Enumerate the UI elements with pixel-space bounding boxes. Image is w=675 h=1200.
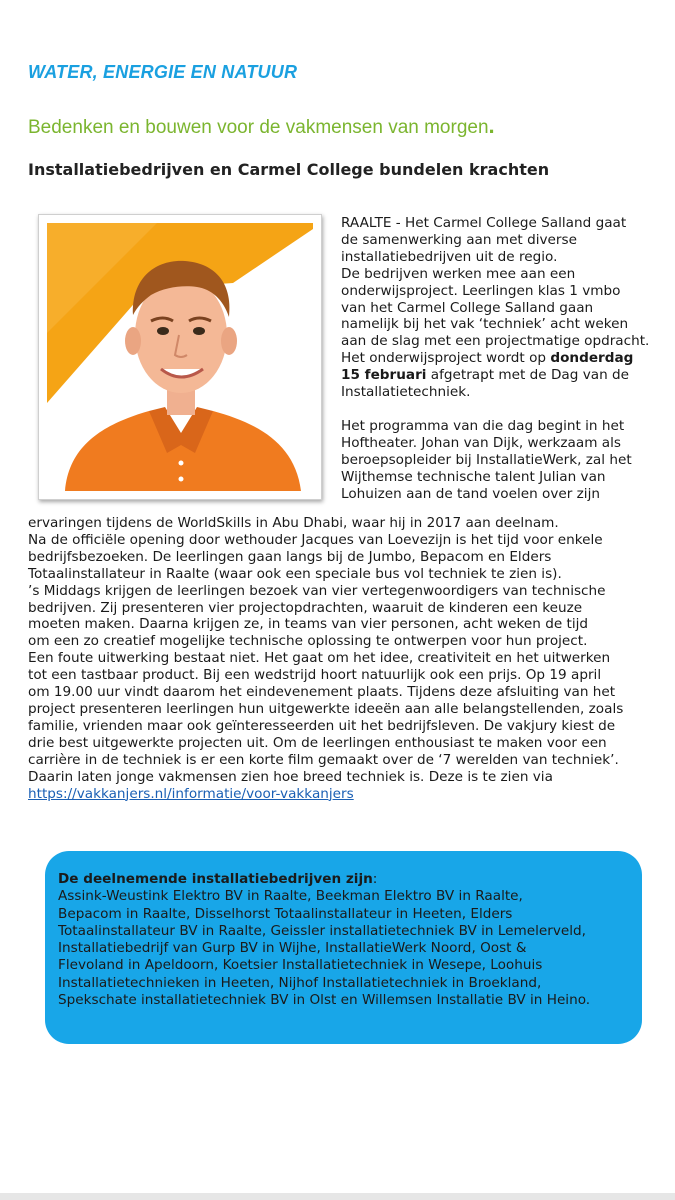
bottom-scroll-bar (0, 1193, 675, 1200)
company-list-line: Installatiebedrijf van Gurp BV in Wijhe, InstallatieWerk Noord, Oost & (58, 940, 527, 957)
text-line: Daarin laten jonge vakmensen zien hoe breed techniek is. Deze is te zien via (28, 768, 553, 785)
text-line: onderwijsproject. Leerlingen klas 1 vmbo (341, 282, 621, 299)
text-line: De bedrijven werken mee aan een (341, 265, 576, 282)
text-line: Lohuizen aan de tand voelen over zijn (341, 485, 600, 502)
vakkanjers-link[interactable]: https://vakkanjers.nl/informatie/voor-vakkanjers (28, 785, 354, 802)
text-line: van het Carmel College Salland gaan (341, 299, 594, 316)
text-line: Hoftheater. Johan van Dijk, werkzaam als (341, 434, 621, 451)
text-line: bedrijfsbezoeken. De leerlingen gaan langs bij de Jumbo, Bepacom en Elders (28, 548, 552, 565)
company-list-line: Assink-Weustink Elektro BV in Raalte, Beekman Elektro BV in Raalte, (58, 888, 523, 905)
text-line: familie, vrienden maar ook geïnteresseerden uit het bedrijfsleven. De vakjury kiest de (28, 717, 616, 734)
blank-line (341, 401, 649, 418)
infobox-heading: De deelnemende installatiebedrijven zijn (58, 871, 373, 887)
text-line: RAALTE - Het Carmel College Salland gaat (341, 215, 627, 231)
company-list-line: Installatietechnieken in Heeten, Nijhof Installatietechniek in Broekland, (58, 974, 542, 991)
text-line: moeten maken. Daarna krijgen ze, in teams van vier personen, acht weken de tijd (28, 616, 589, 633)
text-line: beroepsopleider bij InstallatieWerk, zal het (341, 451, 632, 468)
participating-companies-content (58, 871, 590, 1009)
text-line: om een zo creatief mogelijke technische oplossing te ontwerpen voor hun project. (28, 633, 588, 650)
event-date-bold: 15 februari (341, 367, 427, 384)
tagline-dot: . (488, 113, 495, 138)
text-line: namelijk bij het vak ‘techniek’ acht weken (341, 316, 629, 333)
event-date-bold: donderdag (550, 350, 634, 367)
portrait-photo-frame (38, 214, 322, 500)
text-line: carrière in de techniek is er een korte film gemaakt over de ‘7 werelden van techniek’. (28, 751, 619, 768)
text-line (341, 367, 649, 384)
section-label: WATER, ENERGIE EN NATUUR (28, 62, 298, 82)
infobox-heading-line (58, 871, 590, 888)
participating-companies-box (45, 851, 642, 1044)
text-line: ervaringen tijdens de WorldSkills in Abu Dhabi, waar hij in 2017 aan deelnam. (28, 515, 559, 531)
text-line: de samenwerking aan met diverse (341, 231, 577, 248)
text-line: Installatietechniek. (341, 384, 471, 401)
company-list-line: Bepacom in Raalte, Disselhorst Totaalinstallateur in Heeten, Elders (58, 905, 513, 922)
tagline-text: Bedenken en bouwen voor de vakmensen van morgen (28, 117, 489, 138)
text-line: installatiebedrijven uit de regio. (341, 248, 558, 265)
company-list-line: Spekschate installatietechniek BV in Olst en Willemsen Installatie BV in Heino. (58, 992, 591, 1009)
infobox-heading-colon: : (372, 871, 378, 887)
text-line: Een foute uitwerking bestaat niet. Het gaat om het idee, creativiteit en het uitwerken (28, 650, 611, 667)
article-intro-column (341, 215, 649, 502)
company-list-line: Flevoland in Apeldoorn, Koetsier Installatietechniek in Wesepe, Loohuis (58, 957, 543, 974)
text-line: bedrijven. Zij presenteren vier projectopdrachten, waaruit de kinderen een keuze (28, 599, 583, 616)
text-line: project presenteren leerlingen hun uitgewerkte ideeën aan alle belangstellenden, zoals (28, 700, 624, 717)
text-fragment: afgetrapt met de Dag van de (426, 367, 630, 384)
company-list-line: Totaalinstallateur BV in Raalte, Geissler installatietechniek BV in Lemelerveld, (58, 922, 586, 939)
text-line: om 19.00 uur vindt daarom het eindevenement plaats. Tijdens deze afsluiting van het (28, 684, 616, 701)
text-line: Het programma van die dag begint in het (341, 417, 625, 434)
text-line: Totaalinstallateur in Raalte (waar ook een speciale bus vol techniek te zien is). (28, 565, 562, 582)
text-fragment: Het onderwijsproject wordt op (341, 350, 551, 367)
text-line: Na de officiële opening door wethouder Jacques van Loevezijn is het tijd voor enkele (28, 531, 603, 548)
portrait-photo (47, 223, 313, 491)
text-line: Wijthemse technische talent Julian van (341, 468, 606, 485)
text-line: ’s Middags krijgen de leerlingen bezoek van vier vertegenwoordigers van technische (28, 582, 606, 599)
text-line: aan de slag met een projectmatige opdracht. (341, 333, 650, 350)
article-headline: Installatiebedrijven en Carmel College bundelen krachten (28, 160, 550, 179)
text-line: tot een tastbaar product. Bij een wedstrijd hoort natuurlijk ook een prijs. Op 19 april (28, 667, 602, 684)
text-line: drie best uitgewerkte projecten uit. Om de leerlingen enthousiast te maken voor een (28, 734, 607, 751)
text-line (341, 350, 649, 367)
tagline (28, 113, 495, 139)
article-body (28, 515, 623, 802)
